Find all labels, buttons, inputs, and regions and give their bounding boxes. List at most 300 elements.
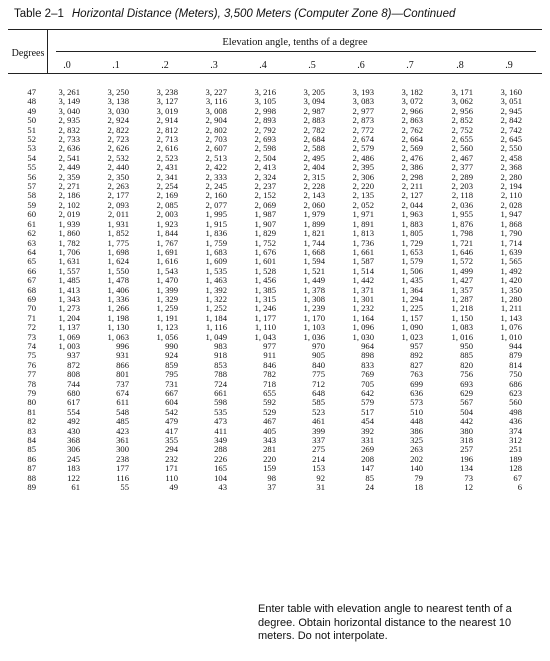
degree-cell: 84 [27,435,36,446]
distance-cell: 479 [165,416,178,427]
distance-cell: 737 [116,378,129,389]
distance-cell: 1, 301 [352,293,374,304]
distance-cell: 2, 598 [254,143,276,154]
distance-cell: 1, 030 [352,331,374,342]
distance-cell: 2, 723 [107,134,129,145]
degree-cell: 58 [27,190,36,201]
distance-cell: 623 [509,388,522,398]
distance-cell: 1, 790 [500,228,522,239]
degree-cell: 57 [27,181,36,192]
distance-cell: 2, 664 [401,134,423,145]
distance-cell: 1, 514 [352,265,374,276]
distance-cell: 2, 893 [254,115,276,126]
distance-cell: 1, 995 [205,209,227,220]
distance-cell: 3, 051 [500,96,522,107]
distance-cell: 2, 684 [303,134,325,145]
distance-cell: 2, 998 [254,105,276,116]
distance-cell: 196 [460,453,473,464]
distance-cell: 1, 868 [500,218,522,229]
distance-cell: 1, 661 [352,246,374,257]
degree-cell: 88 [27,472,36,483]
column-header: .2 [161,60,169,71]
distance-cell: 1, 955 [451,209,473,220]
distance-cell: 12 [464,482,473,493]
distance-cell: 3, 105 [254,96,276,107]
distance-cell: 374 [509,425,522,436]
distance-cell: 705 [361,378,374,389]
distance-cell: 2, 093 [107,199,129,210]
distance-cell: 2, 169 [156,190,178,201]
distance-cell: 750 [509,369,522,380]
distance-cell: 220 [263,453,276,464]
distance-cell: 1, 378 [303,284,325,295]
distance-cell: 1, 782 [58,237,80,248]
distance-cell: 2, 440 [107,162,129,173]
distance-cell: 1, 157 [401,312,423,323]
distance-cell: 2, 935 [58,115,80,126]
distance-cell: 1, 767 [156,237,178,248]
distance-cell: 1, 639 [500,246,522,257]
distance-cell: 2, 298 [401,171,423,182]
distance-cell: 504 [460,406,473,417]
distance-cell: 473 [214,416,227,427]
distance-cell: 1, 478 [107,275,129,286]
distance-cell: 1, 076 [500,322,522,333]
distance-cell: 1, 308 [303,293,325,304]
distance-cell: 1, 721 [451,237,473,248]
distance-cell: 43 [218,482,227,493]
distance-cell: 1, 211 [500,303,522,314]
distance-cell: 294 [165,444,178,455]
distance-cell: 208 [361,453,374,464]
distance-cell: 448 [410,416,423,427]
degree-cell: 86 [27,453,36,464]
distance-cell: 1, 698 [107,246,129,257]
distance-cell: 2, 052 [352,199,374,210]
distance-cell: 788 [214,369,227,380]
distance-cell: 1, 130 [107,322,129,333]
degree-cell: 82 [27,416,36,427]
distance-cell: 2, 194 [500,181,522,192]
distance-cell: 251 [509,444,522,455]
degree-cell: 64 [27,246,36,257]
distance-cell: 1, 392 [205,284,227,295]
distance-cell: 846 [263,359,276,370]
distance-cell: 554 [67,406,80,417]
distance-cell: 355 [165,435,178,446]
distance-cell: 523 [312,406,325,417]
distance-cell: 1, 798 [451,228,473,239]
distance-cell: 1, 063 [107,331,129,342]
degree-cell: 62 [27,228,36,239]
degrees-column-header: Degrees [11,48,45,59]
distance-cell: 1, 364 [401,284,423,295]
distance-cell: 2, 693 [254,134,276,145]
distance-cell: 2, 118 [451,190,473,201]
distance-cell: 1, 137 [58,322,80,333]
distance-cell: 542 [165,406,178,417]
distance-cell: 931 [116,350,129,361]
distance-cell: 436 [509,416,522,427]
degree-cell: 49 [27,105,36,116]
distance-cell: 2, 977 [352,105,374,116]
distance-cell: 2, 713 [156,134,178,145]
distance-cell: 3, 019 [156,105,178,116]
distance-cell: 859 [165,359,178,370]
degree-cell: 47 [27,87,36,97]
distance-cell: 983 [214,340,227,351]
distance-cell: 2, 792 [254,124,276,135]
distance-cell: 3, 216 [254,87,276,97]
distance-cell: 3, 182 [401,87,423,97]
distance-cell: 2, 011 [107,209,129,220]
distance-cell: 2, 476 [401,152,423,163]
distance-cell: 2, 541 [58,152,80,163]
degree-cell: 85 [27,444,36,455]
distance-cell: 2, 560 [451,143,473,154]
distance-cell: 2, 752 [451,124,473,135]
distance-cell: 288 [214,444,227,455]
distance-cell: 2, 422 [205,162,227,173]
distance-cell: 2, 077 [205,199,227,210]
distance-cell: 1, 971 [352,209,374,220]
distance-cell: 1, 729 [401,237,423,248]
distance-cell: 2, 956 [451,105,473,116]
distance-cell: 585 [312,397,325,408]
distance-cell: 1, 609 [205,256,227,267]
distance-cell: 2, 060 [303,199,325,210]
distance-cell: 911 [263,350,276,361]
distance-cell: 2, 504 [254,152,276,163]
table-caption [14,8,544,20]
column-header: .8 [456,60,464,71]
degree-cell: 48 [27,96,36,107]
distance-cell: 820 [460,359,473,370]
distance-cell: 1, 752 [254,237,276,248]
distance-cell: 3, 127 [156,96,178,107]
distance-cell: 128 [509,463,522,474]
distance-cell: 467 [263,416,276,427]
degree-cell: 79 [27,388,36,398]
distance-cell: 1, 116 [205,322,227,333]
table-footnote: Enter table with elevation angle to nearest tenth of a degree. Obtain horizontal distance to the nearest 10 meters. Do not interpolate. [258,603,512,642]
distance-cell: 724 [214,378,227,389]
distance-cell: 3, 138 [107,96,129,107]
distance-cell: 2, 802 [205,124,227,135]
distance-cell: 2, 832 [58,124,80,135]
distance-cell: 731 [165,378,178,389]
distance-cell: 2, 160 [205,190,227,201]
distance-cell: 1, 744 [303,237,325,248]
distance-cell: 3, 008 [205,105,227,116]
distance-cell: 510 [410,406,423,417]
header-bottom-rule [8,73,542,74]
distance-cell: 177 [116,463,129,474]
distance-cell: 642 [361,388,374,398]
distance-cell: 312 [509,435,522,446]
distance-cell: 1, 023 [401,331,423,342]
distance-cell: 2, 532 [107,152,129,163]
table-title: Horizontal Distance (Meters), 3,500 Meters (Computer Zone 8)—Continued [71,8,456,20]
distance-cell: 611 [116,397,129,408]
distance-cell: 140 [410,463,423,474]
distance-cell: 2, 203 [451,181,473,192]
distance-cell: 116 [116,472,129,483]
distance-cell: 1, 090 [401,322,423,333]
distance-cell: 655 [263,388,276,398]
distance-cell: 2, 495 [303,152,325,163]
column-header: .3 [210,60,218,71]
distance-cell: 171 [165,463,178,474]
distance-cell: 1, 646 [451,246,473,257]
distance-cell: 1, 449 [303,275,325,286]
distance-cell: 1, 947 [500,209,522,220]
distance-cell: 2, 404 [303,162,325,173]
distance-cell: 814 [509,359,522,370]
distance-cell: 1, 110 [254,322,276,333]
distance-cell: 1, 103 [303,322,325,333]
distance-cell: 2, 211 [401,181,423,192]
distance-cell: 866 [116,359,129,370]
distance-cell: 1, 049 [205,331,227,342]
distance-cell: 1, 987 [254,209,276,220]
distance-cell: 879 [509,350,522,361]
distance-cell: 2, 674 [352,134,374,145]
distance-cell: 1, 266 [107,303,129,314]
distance-cell: 1, 805 [401,228,423,239]
distance-cell: 1, 506 [401,265,423,276]
distance-cell: 2, 703 [205,134,227,145]
distance-cell: 1, 939 [58,218,80,229]
distance-cell: 1, 329 [156,293,178,304]
distance-cell: 61 [71,482,80,493]
table-number: Table 2–1 [14,8,64,20]
distance-cell: 3, 040 [58,105,80,116]
distance-cell: 442 [460,416,473,427]
distance-cell: 1, 543 [156,265,178,276]
distance-cell: 1, 420 [500,275,522,286]
distance-cell: 1, 143 [500,312,522,323]
column-header: .0 [63,60,71,71]
distance-cell: 2, 019 [58,209,80,220]
distance-cell: 2, 924 [107,115,129,126]
distance-cell: 2, 772 [352,124,374,135]
distance-cell: 1, 294 [401,293,423,304]
distance-cell: 2, 395 [352,162,374,173]
distance-cell: 153 [312,463,325,474]
distance-cell: 950 [460,340,473,351]
distance-cell: 1, 979 [303,209,325,220]
distance-cell: 1, 399 [156,284,178,295]
distance-cell: 79 [414,472,423,483]
distance-cell: 2, 467 [451,152,473,163]
distance-cell: 579 [361,397,374,408]
distance-cell: 2, 359 [58,171,80,182]
degree-cell: 59 [27,199,36,210]
distance-cell: 411 [214,425,227,436]
distance-cell: 1, 899 [303,218,325,229]
degree-cell: 54 [27,152,36,163]
distance-cell: 92 [316,472,325,483]
distance-cell: 2, 245 [205,181,227,192]
distance-cell: 349 [214,435,227,446]
distance-cell: 399 [312,425,325,436]
distance-cell: 226 [214,453,227,464]
distance-cell: 380 [460,425,473,436]
distance-cell: 3, 149 [58,96,80,107]
distance-cell: 2, 110 [500,190,522,201]
table-body [8,88,542,492]
distance-cell: 245 [67,453,80,464]
distance-cell: 1, 594 [303,256,325,267]
distance-cell: 2, 127 [401,190,423,201]
distance-cell: 718 [263,378,276,389]
distance-cell: 1, 273 [58,303,80,314]
distance-cell: 1, 184 [205,312,227,323]
distance-cell: 1, 829 [254,228,276,239]
degree-cell: 78 [27,378,36,389]
column-header: .6 [357,60,365,71]
distance-cell: 686 [509,378,522,389]
distance-cell: 2, 085 [156,199,178,210]
distance-cell: 1, 683 [205,246,227,257]
distance-cell: 2, 069 [254,199,276,210]
distance-cell: 1, 714 [500,237,522,248]
distance-cell: 801 [116,369,129,380]
distance-cell: 1, 931 [107,218,129,229]
distance-cell: 2, 044 [401,199,423,210]
distance-cell: 2, 645 [500,134,522,145]
distance-cell: 1, 056 [156,331,178,342]
distance-cell: 744 [67,378,80,389]
distance-cell: 680 [67,388,80,398]
distance-cell: 55 [120,482,129,493]
distance-cell: 2, 863 [401,115,423,126]
distance-cell: 1, 821 [303,228,325,239]
distance-cell: 37 [267,482,276,493]
distance-cell: 2, 822 [107,124,129,135]
distance-cell: 1, 239 [303,303,325,314]
distance-cell: 1, 232 [352,303,374,314]
distance-cell: 1, 170 [303,312,325,323]
distance-cell: 423 [116,425,129,436]
distance-cell: 661 [214,388,227,398]
distance-cell: 763 [410,369,423,380]
elevation-angle-header: Elevation angle, tenths of a degree [222,37,368,48]
distance-cell: 2, 143 [303,190,325,201]
distance-cell: 2, 333 [205,171,227,182]
distance-cell: 996 [116,340,129,351]
distance-cell: 3, 261 [58,87,80,97]
distance-cell: 592 [263,397,276,408]
distance-cell: 990 [165,340,178,351]
distance-cell: 1, 350 [500,284,522,295]
distance-cell: 343 [263,435,276,446]
distance-cell: 1, 852 [107,228,129,239]
distance-cell: 1, 385 [254,284,276,295]
distance-cell: 2, 842 [500,115,522,126]
distance-cell: 2, 152 [254,190,276,201]
distance-cell: 2, 280 [500,171,522,182]
distance-cell: 1, 616 [156,256,178,267]
distance-cell: 1, 225 [401,303,423,314]
distance-cell: 693 [460,378,473,389]
distance-cell: 2, 386 [401,162,423,173]
distance-cell: 67 [513,472,522,483]
distance-cell: 769 [361,369,374,380]
distance-cell: 85 [365,472,374,483]
distance-cell: 1, 676 [254,246,276,257]
column-header: .9 [505,60,513,71]
distance-cell: 405 [263,425,276,436]
distance-cell: 257 [460,444,473,455]
distance-cell: 2, 616 [156,143,178,154]
degree-cell: 68 [27,284,36,295]
distance-cell: 2, 177 [107,190,129,201]
distance-cell: 1, 083 [451,322,473,333]
distance-cell: 1, 003 [58,340,80,351]
column-header: .5 [308,60,316,71]
distance-cell: 944 [509,340,522,351]
distance-cell: 368 [67,435,80,446]
distance-cell: 1, 579 [401,256,423,267]
distance-cell: 1, 668 [303,246,325,257]
distance-cell: 1, 177 [254,312,276,323]
distance-cell: 98 [267,472,276,483]
distance-cell: 159 [263,463,276,474]
distance-cell: 775 [312,369,325,380]
degree-cell: 66 [27,265,36,276]
distance-cell: 1, 775 [107,237,129,248]
distance-cell: 1, 123 [156,322,178,333]
distance-cell: 1, 492 [500,265,522,276]
distance-cell: 840 [312,359,325,370]
distance-cell: 361 [116,435,129,446]
distance-cell: 110 [165,472,178,483]
distance-cell: 2, 588 [303,143,325,154]
distance-cell: 325 [410,435,423,446]
distance-cell: 1, 315 [254,293,276,304]
degree-cell: 55 [27,162,36,173]
distance-cell: 269 [361,444,374,455]
distance-cell: 498 [509,406,522,417]
distance-cell: 1, 010 [500,331,522,342]
degree-cell: 63 [27,237,36,248]
column-header: .4 [259,60,267,71]
distance-cell: 629 [460,388,473,398]
distance-cell: 3, 062 [451,96,473,107]
degree-cell: 74 [27,340,36,351]
distance-cell: 1, 550 [107,265,129,276]
distance-cell: 1, 844 [156,228,178,239]
distance-cell: 2, 486 [352,152,374,163]
distance-cell: 2, 782 [303,124,325,135]
distance-cell: 492 [67,416,80,427]
distance-cell: 183 [67,463,80,474]
distance-cell: 667 [165,388,178,398]
distance-cell: 2, 883 [303,115,325,126]
degree-cell: 70 [27,303,36,314]
distance-cell: 1, 631 [58,256,80,267]
distance-cell: 712 [312,378,325,389]
distance-cell: 1, 587 [352,256,374,267]
distance-cell: 2, 377 [451,162,473,173]
distance-cell: 1, 463 [205,275,227,286]
distance-cell: 2, 228 [303,181,325,192]
distance-cell: 104 [214,472,227,483]
distance-cell: 2, 220 [352,181,374,192]
distance-cell: 1, 413 [58,284,80,295]
